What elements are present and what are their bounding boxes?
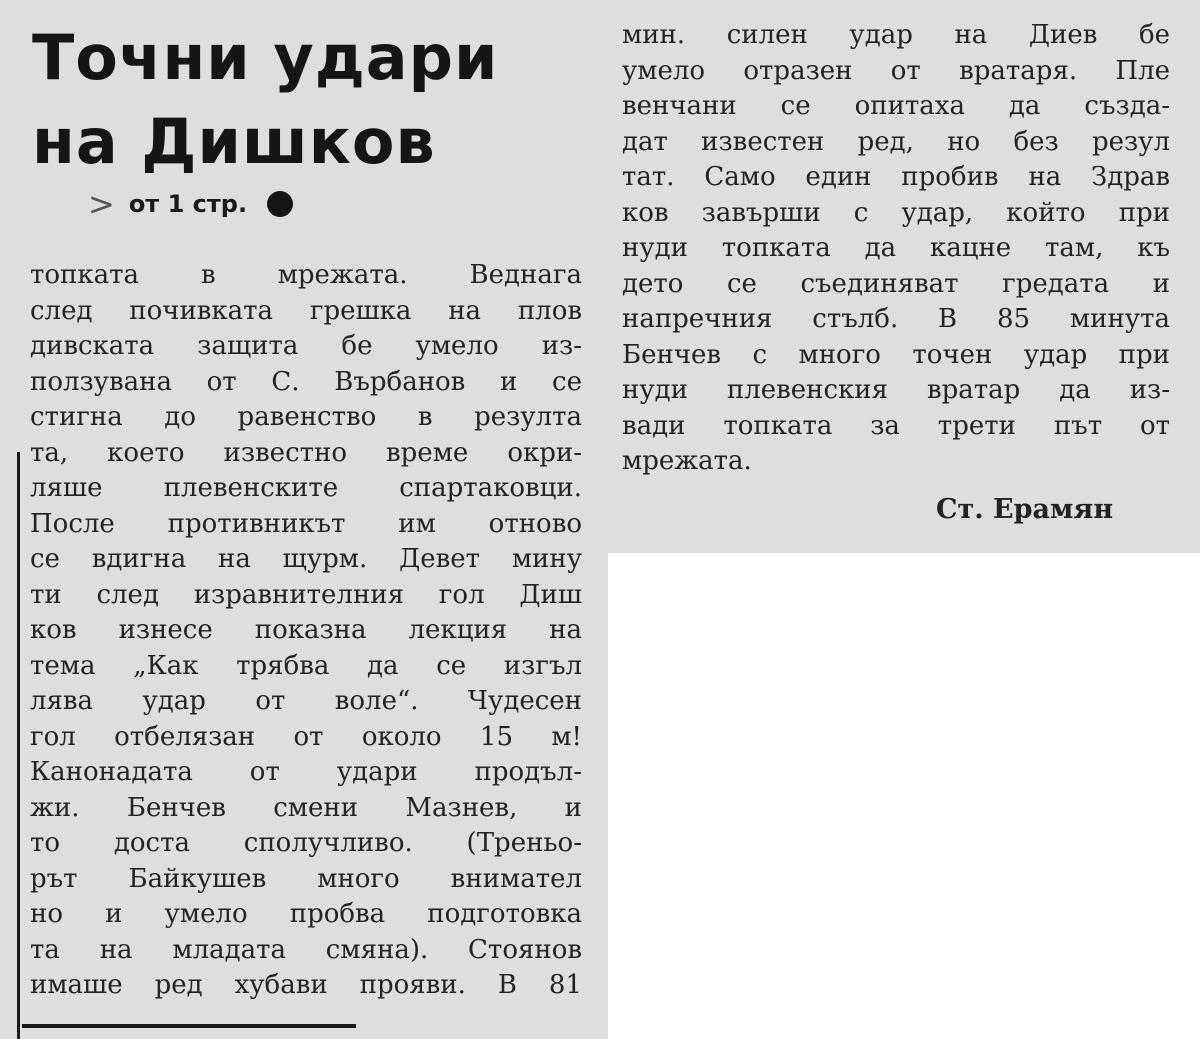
headline-line-2: на Дишков — [32, 105, 436, 178]
text-line: мин. силен удар на Диев бе — [622, 20, 1170, 50]
text-column-right — [622, 18, 1170, 480]
text-line: напречния стълб. В 85 минута — [622, 304, 1170, 334]
column-rule-bottom — [22, 1024, 356, 1028]
text-line: жи. Бенчев смени Мазнев, и — [30, 792, 582, 823]
headline-line-1: Точни удари — [32, 21, 499, 94]
text-line: дето се съединяват гредата и — [622, 268, 1170, 299]
text-line: гол отбелязан от около 15 м! — [30, 721, 582, 752]
bullet-dot-icon — [267, 191, 293, 217]
text-line: ползувана от С. Върбанов и се — [30, 366, 582, 397]
article-clipping-right — [608, 0, 1200, 553]
text-line: ляше плевенските спартаковци. — [30, 473, 582, 503]
text-line: Бенчев с много точен удар при — [622, 339, 1170, 370]
text-line: Канонадата от удари продъл- — [30, 757, 582, 787]
text-line: После противникът им отново — [30, 508, 582, 539]
headline — [32, 16, 498, 184]
text-line: тат. Само един пробив на Здрав — [622, 162, 1170, 192]
text-line: рът Байкушев много внимател — [30, 863, 582, 894]
text-line: та на младата смяна). Стоянов — [30, 934, 582, 965]
text-line: стигна до равенство в резулта — [30, 402, 582, 432]
column-rule-vertical — [17, 452, 20, 1039]
text-line: се вдигна на щурм. Девет мину — [30, 544, 582, 574]
text-line: умело отразен от вратаря. Пле — [622, 55, 1170, 86]
text-line: ков завърши с удар, който при — [622, 197, 1170, 228]
text-column-left — [30, 258, 582, 1004]
text-line: мрежата. — [622, 446, 752, 476]
text-line: но и умело пробва подготовка — [30, 899, 582, 929]
text-line: вади топката за трети път от — [622, 410, 1170, 441]
continued-from-text: от 1 стр. — [128, 190, 248, 218]
text-line: след почивката грешка на плов — [30, 295, 582, 326]
byline: Ст. Ерамян — [936, 494, 1114, 525]
text-line: нуди плевенския вратар да из- — [622, 375, 1170, 405]
text-line: то доста сполучливо. (Треньо- — [30, 828, 582, 858]
text-line: ти след изравнителния гол Диш — [30, 579, 582, 610]
text-line: дивската защита бе умело из- — [30, 331, 582, 361]
text-line: тема „Как трябва да се изгъл — [30, 650, 582, 681]
text-line: венчани се опитаха да създа- — [622, 91, 1170, 121]
continued-from-marker — [88, 186, 293, 222]
arrow-right-icon: > — [88, 185, 115, 223]
text-line: дат известен ред, но без резул — [622, 126, 1170, 157]
text-line: имаше ред хубави прояви. В 81 — [30, 970, 582, 1000]
text-line: лява удар от воле“. Чудесен — [30, 686, 582, 716]
text-line: топката в мрежата. Веднага — [30, 260, 582, 290]
text-line: ков изнесе показна лекция на — [30, 615, 582, 645]
text-line: та, което известно време окри- — [30, 437, 582, 468]
text-line: нуди топката да кацне там, къ — [622, 233, 1170, 263]
